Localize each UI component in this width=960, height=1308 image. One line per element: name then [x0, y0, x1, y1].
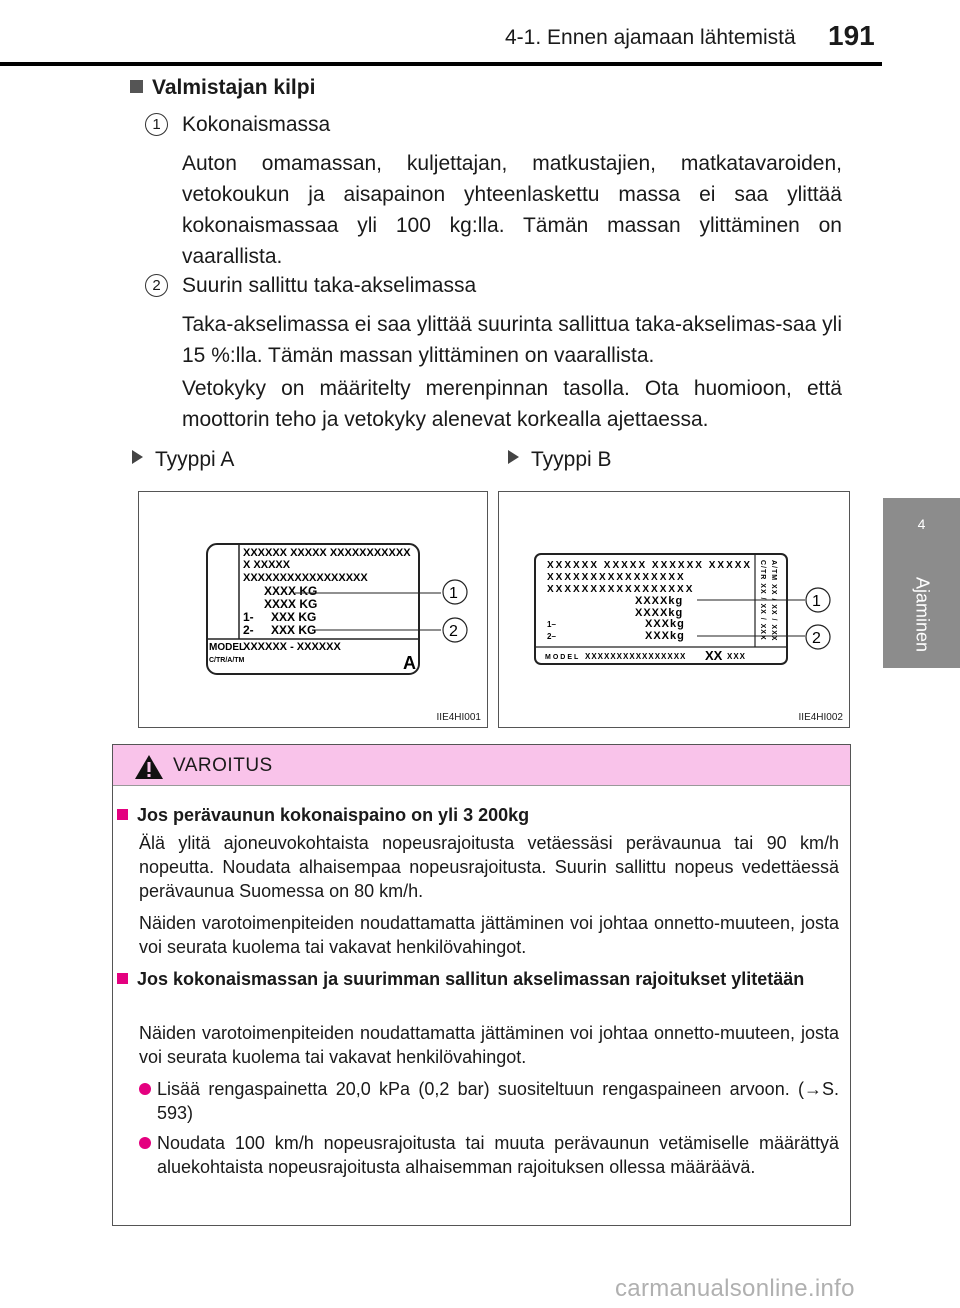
plate-a-row-prefix: 2- — [243, 623, 254, 637]
warning-item-title-1: Jos perävaunun kokonaispaino on yli 3 200kg — [137, 803, 837, 827]
plate-a-line: XXXX KG — [264, 584, 318, 598]
plate-b-line: XXXXXXXXXXXXXXXX — [547, 572, 686, 583]
watermark-link[interactable]: carmanualsonline.info — [615, 1275, 855, 1302]
plate-a-line: XXX KG — [271, 623, 317, 637]
header-rule — [0, 62, 882, 66]
callout-1: 1 — [449, 585, 458, 602]
warning-item-2-paragraph-1: Näiden varotoimenpiteiden noudattamatta jättäminen voi johtaa onnetto-muuteen, josta voi seurata kuolema tai vakavat henkilövahingot. — [139, 1023, 839, 1067]
plate-a-line: XXXX KG — [264, 597, 318, 611]
warning-triangle-icon — [133, 753, 165, 781]
plate-a-small-code: C/TR/A/TM — [209, 657, 245, 664]
plate-b-model-label: MODEL — [545, 654, 581, 661]
square-bullet-icon — [130, 80, 143, 93]
plate-b-line: XXXkg — [645, 630, 685, 642]
plate-b-side-code: A/TM XX / XX / XXX — [770, 560, 777, 642]
plate-a-line: XXXXXX XXXXX XXXXXXXXXXX — [243, 547, 411, 559]
square-bullet-icon — [117, 973, 128, 984]
item-number-2: 2 — [145, 274, 168, 297]
item-number-1: 1 — [145, 113, 168, 136]
plate-b-line: XXXkg — [645, 618, 685, 630]
plate-b-illustration — [499, 492, 849, 727]
plate-b-line: XXXXXXXXXXXXXXXXX — [547, 584, 695, 595]
item-1-paragraph: Auton omamassan, kuljettajan, matkustajien, matkatavaroiden, vetokoukun ja aisapainon yhteenlaskettu massa ei saa ylittää kokonaismassaa yli 100 kg:lla. Tämän massan ylittäminen on vaarallista. — [182, 152, 842, 268]
plate-a-line: XXX KG — [271, 610, 317, 624]
warning-bullet-2: Noudata 100 km/h nopeusrajoitusta tai muuta perävaunun vetämiselle määrättyä aluekohtaista nopeusrajoitusta alhaisemman rajoituksen ollessa määräävä. — [139, 1131, 839, 1179]
plate-a-line: XXXXXXXXXXXXXXXXX — [243, 572, 368, 584]
type-a-label: Tyyppi A — [132, 448, 234, 472]
plate-a-line: X XXXXX — [243, 559, 291, 571]
plate-b-line: XXXXXX XXXXX XXXXXX XXXXX — [547, 560, 753, 571]
callout-2: 2 — [449, 623, 458, 640]
plate-b-row-prefix: 2– — [547, 632, 556, 641]
plate-b-line: XXXXkg — [635, 607, 684, 619]
item-2-paragraph-1: Taka-akselimassa ei saa ylittää suurinta sallittua taka-akselimas-saa yli 15 %:lla. Tämän massan ylittäminen on vaarallista. — [182, 313, 842, 367]
item-label-2: Suurin sallittu taka-akselimassa — [182, 274, 477, 297]
figure-code: IIE4HI001 — [436, 712, 481, 723]
page-number: 191 — [828, 20, 875, 51]
callout-1: 1 — [812, 593, 821, 610]
plate-b-line: XXXXkg — [635, 595, 684, 607]
warning-item-1-paragraph-2: Näiden varotoimenpiteiden noudattamatta jättäminen voi johtaa onnetto-muuteen, josta voi seurata kuolema tai vakavat henkilövahingot. — [139, 913, 839, 957]
item-2-paragraph-2: Vetokyky on määritelty merenpinnan tasolla. Ota huomioon, että moottorin teho ja vetokyky alenevat korkealla ajettaessa. — [182, 377, 842, 431]
plate-b-line: XXXXXXXXXXXXXXXX — [585, 652, 687, 661]
warning-bullet-1: Lisää rengaspainetta 20,0 kPa (0,2 bar) suositeltuun rengaspaineen arvoon. (→S. 593) — [139, 1077, 839, 1125]
figure-type-a — [138, 491, 488, 728]
warning-item-1-paragraph-1: Älä ylitä ajoneuvokohtaista nopeusrajoitusta vetäessäsi perävaunua tai 90 km/h nopeutta. Noudata alhaisempaa nopeusrajoitusta. Suurin sallittu nopeus vedettäessä perävaunua Suomessa on 80 km/h. — [139, 833, 839, 901]
plate-a-line: XXXXXX - XXXXXX — [243, 641, 341, 653]
round-bullet-icon — [139, 1083, 151, 1095]
warning-title: VAROITUS — [173, 755, 273, 776]
arrow-right-icon — [508, 450, 519, 464]
callout-2: 2 — [812, 630, 821, 647]
warning-header — [113, 745, 850, 786]
type-b-label: Tyyppi B — [508, 448, 612, 472]
section-title: Valmistajan kilpi — [130, 76, 315, 100]
side-tab-label: Ajaminen — [912, 576, 933, 653]
plate-a-letter: A — [403, 653, 416, 673]
arrow-right-icon — [132, 450, 143, 464]
square-bullet-icon — [117, 809, 128, 820]
figure-type-b — [498, 491, 850, 728]
chapter-heading: 4-1. Ennen ajamaan lähtemistä — [505, 26, 796, 49]
plate-b-line: XX — [705, 648, 723, 663]
warning-box — [112, 744, 851, 1226]
side-tab-number: 4 — [917, 516, 926, 532]
warning-item-title-2: Jos kokonaismassan ja suurimman sallitun akselimassan rajoitukset ylitetään — [137, 967, 837, 991]
plate-b-row-prefix: 1– — [547, 620, 556, 629]
plate-a-row-prefix: 1- — [243, 610, 254, 624]
figure-code: IIE4HI002 — [798, 712, 843, 723]
plate-a-model-label: MODEL — [209, 642, 246, 653]
plate-b-line: XXX — [727, 652, 747, 661]
item-label-1: Kokonaismassa — [182, 113, 331, 136]
plate-a-illustration — [139, 492, 487, 727]
plate-b-side-code: C/TR XX / XX / XXX — [759, 560, 766, 641]
round-bullet-icon — [139, 1137, 151, 1149]
